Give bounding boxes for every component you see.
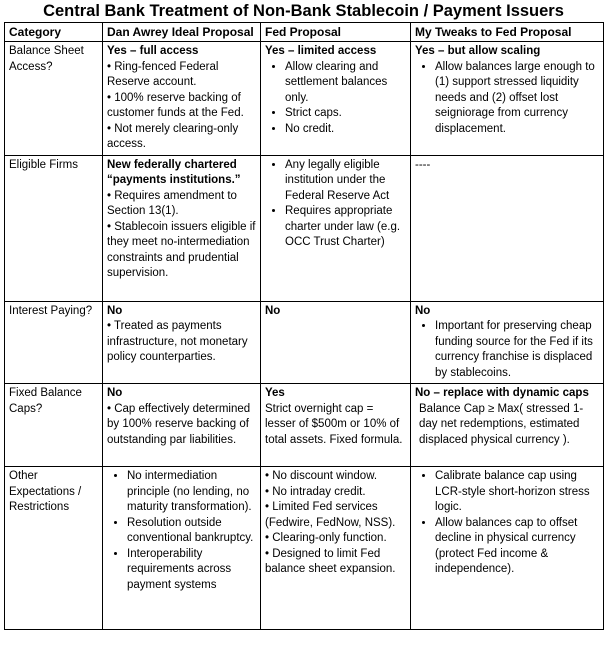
tweaks-other-list [415,469,599,578]
list-item: • No credit. [285,122,406,138]
category-interest: Interest Paying? [5,301,103,384]
list-item: • Designed to limit Fed balance sheet expansion. [265,547,396,575]
tweaks-balance-sheet-heading: Yes – but allow scaling [415,45,541,57]
list-item: • Calibrate balance cap using LCR-style short-horizon stress logic. [435,469,599,516]
awrey-other-cell [103,467,261,630]
list-item: • No intermediation principle (no lending, no maturity transformation). [127,469,256,516]
list-item: • Interoperability requirements across payment systems [127,547,256,594]
list-item: • 100% reserve backing of customer funds at the Fed. [107,91,244,119]
comparison-table [4,22,604,630]
awrey-other-list [107,469,256,593]
list-item: • No discount window. [265,470,378,482]
table-row [5,467,604,630]
list-item: • Strict caps. [285,106,406,122]
awrey-eligible-cell [103,155,261,301]
list-item: • Requires appropriate charter under law (e.g. OCC Trust Charter) [285,204,406,251]
tweaks-interest-cell [411,301,604,384]
fed-balance-sheet-cell [261,42,411,156]
list-item: • No intraday credit. [265,485,366,498]
fed-caps-heading: Yes [265,387,285,399]
fed-eligible-list [265,158,406,251]
list-item: • Important for preserving cheap funding source for the Fed if its currency franchise is displaced by stablecoins. [435,319,599,381]
list-item: • Stablecoin issuers eligible if they meet no-intermediation constraints and prudential supervision. [107,220,256,279]
table-row [5,301,604,384]
fed-interest-cell [261,301,411,384]
list-item: • Ring-fenced Federal Reserve account. [107,60,219,88]
header-tweaks: My Tweaks to Fed Proposal [411,23,604,42]
list-item: • Cap effectively determined by 100% reserve backing of outstanding par liabilities. [107,402,251,446]
table-row [5,155,604,301]
tweaks-caps-text: Balance Cap ≥ Max( stressed 1-day net redemptions, estimated displaced physical currency ). [419,402,584,446]
table-row [5,384,604,467]
fed-other-cell [261,467,411,630]
awrey-caps-cell [103,384,261,467]
tweaks-caps-cell [411,384,604,467]
tweaks-eligible-cell: ---- [411,155,604,301]
list-item: • Requires amendment to Section 13(1). [107,189,237,217]
tweaks-caps-heading: No – replace with dynamic caps [415,387,589,399]
tweaks-balance-sheet-cell [411,42,604,156]
page-title: Central Bank Treatment of Non-Bank Stablecoin / Payment Issuers [43,2,564,20]
awrey-caps-heading: No [107,387,123,399]
header-row [5,23,604,42]
fed-interest-heading: No [265,304,281,317]
awrey-balance-sheet-cell [103,42,261,156]
list-item: • Not merely clearing-only access. [107,122,239,150]
table-row [5,42,604,156]
list-item: • Clearing-only function. [265,532,387,544]
awrey-interest-heading: No [107,304,123,317]
list-item: • Allow balances cap to offset decline in physical currency (protect Fed income & independence). [435,516,599,578]
header-category: Category [5,23,103,42]
list-item: • Allow clearing and settlement balances only. [285,60,406,107]
awrey-eligible-heading: New federally chartered “payments institutions.” [107,158,241,186]
list-item: • Allow balances large enough to (1) support stressed liquidity needs and (2) offset lost seigniorage from currency displacement. [435,60,599,138]
list-item: • Limited Fed services (Fedwire, FedNow, NSS). [265,501,396,529]
category-eligible-firms: Eligible Firms [5,155,103,301]
fed-balance-sheet-heading: Yes – limited access [265,45,377,57]
category-caps: Fixed Balance Caps? [5,384,103,467]
fed-eligible-cell [261,155,411,301]
fed-balance-sheet-list [265,60,406,138]
category-balance-sheet: Balance Sheet Access? [5,42,103,156]
list-item: • Any legally eligible institution under the Federal Reserve Act [285,158,406,205]
header-fed: Fed Proposal [261,23,411,42]
list-item: • Resolution outside conventional bankruptcy. [127,516,256,547]
tweaks-interest-list [415,319,599,381]
awrey-balance-sheet-heading: Yes – full access [107,45,199,57]
tweaks-interest-heading: No [415,304,431,317]
awrey-interest-cell [103,301,261,384]
tweaks-other-cell [411,467,604,630]
list-item: • Treated as payments infrastructure, not monetary policy counterparties. [107,320,248,363]
fed-caps-cell [261,384,411,467]
category-other: Other Expectations / Restrictions [5,467,103,630]
fed-caps-text: Strict overnight cap = lesser of $500m or 10% of total assets. Fixed formula. [265,402,403,446]
tweaks-balance-sheet-list [415,60,599,138]
header-awrey: Dan Awrey Ideal Proposal [103,23,261,42]
